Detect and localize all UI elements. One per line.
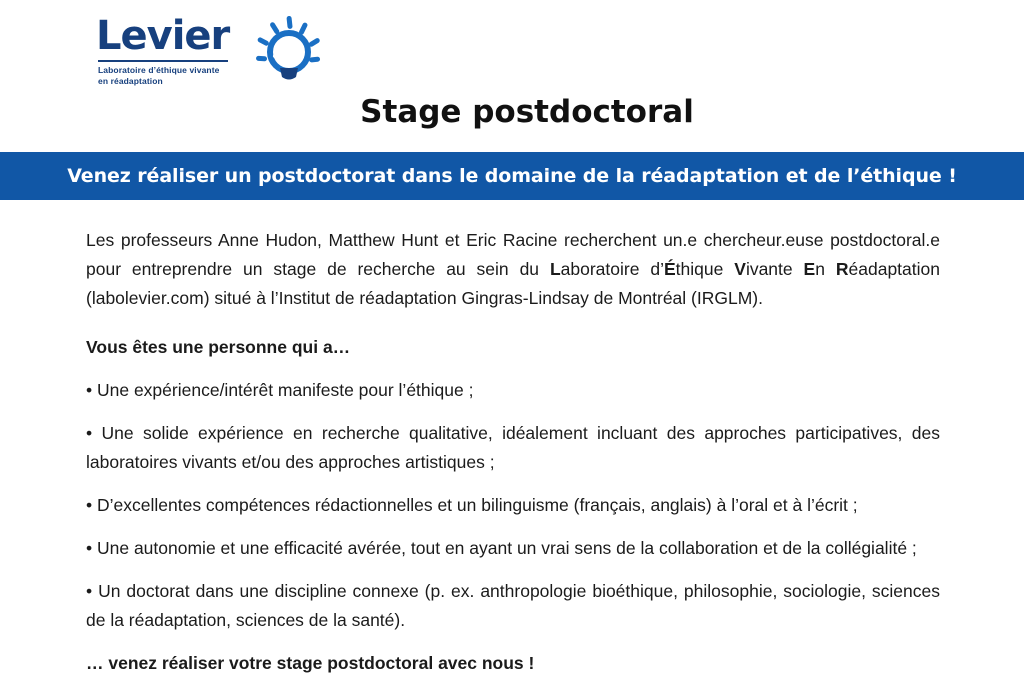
list-item: • Une autonomie et une efficacité avérée, tout en ayant un vrai sens de la collaboration et de la collégialité ;: [86, 538, 917, 558]
intro-text: ivante: [745, 259, 804, 279]
logo-tagline-line1: Laboratoire d’éthique vivante: [98, 65, 220, 75]
intro-text: éadaptation (labolevier.com) situé à l’Institut de réadaptation Gingras-Lindsay de Montréal (IRGLM).: [86, 259, 940, 308]
logo-tagline: [98, 65, 233, 87]
logo-text-block: [96, 14, 233, 87]
logo-tagline-line2: en réadaptation: [98, 76, 163, 86]
intro-emphasis: E: [803, 259, 816, 279]
closing-line: … venez réaliser votre stage postdoctoral avec nous !: [86, 653, 535, 673]
banner-text: Venez réaliser un postdoctorat dans le domaine de la réadaptation et de l’éthique !: [67, 165, 957, 187]
intro-text: thique: [675, 259, 735, 279]
page-title: Stage postdoctoral: [360, 94, 694, 130]
intro-text: n: [815, 259, 836, 279]
intro-emphasis: L: [549, 259, 561, 279]
intro-text: aboratoire d’: [560, 259, 664, 279]
document-body: [0, 200, 1024, 678]
requirements-list: [86, 376, 940, 635]
list-item: • Une expérience/intérêt manifeste pour l’éthique ;: [86, 380, 474, 400]
lightbulb-icon: [239, 16, 325, 93]
requirements-subheading: Vous êtes une personne qui a…: [86, 337, 351, 357]
intro-paragraph: [86, 226, 940, 313]
levier-logo: [96, 14, 325, 93]
intro-emphasis: R: [835, 259, 849, 279]
list-item: • D’excellentes compétences rédactionnelles et un bilinguisme (français, anglais) à l’oral et à l’écrit ;: [86, 495, 858, 515]
intro-text: Les professeurs Anne Hudon, Matthew Hunt et Eric Racine recherchent un.e chercheur.euse postdoctoral.e pour entreprendre un stage de recherche au sein du: [86, 230, 940, 279]
logo-divider: [98, 60, 228, 62]
logo-wordmark: Levier: [96, 13, 230, 59]
document-header: [0, 0, 1024, 92]
list-item: • Un doctorat dans une discipline connexe (p. ex. anthropologie bioéthique, philosophie, sociologie, sciences de la réadaptation, sciences de la santé).: [86, 581, 940, 630]
intro-emphasis: É: [663, 259, 676, 279]
intro-emphasis: V: [734, 259, 746, 279]
highlight-banner: [0, 152, 1024, 200]
list-item: • Une solide expérience en recherche qualitative, idéalement incluant des approches participatives, des laboratoires vivants et/ou des approches artistiques ;: [86, 423, 940, 472]
